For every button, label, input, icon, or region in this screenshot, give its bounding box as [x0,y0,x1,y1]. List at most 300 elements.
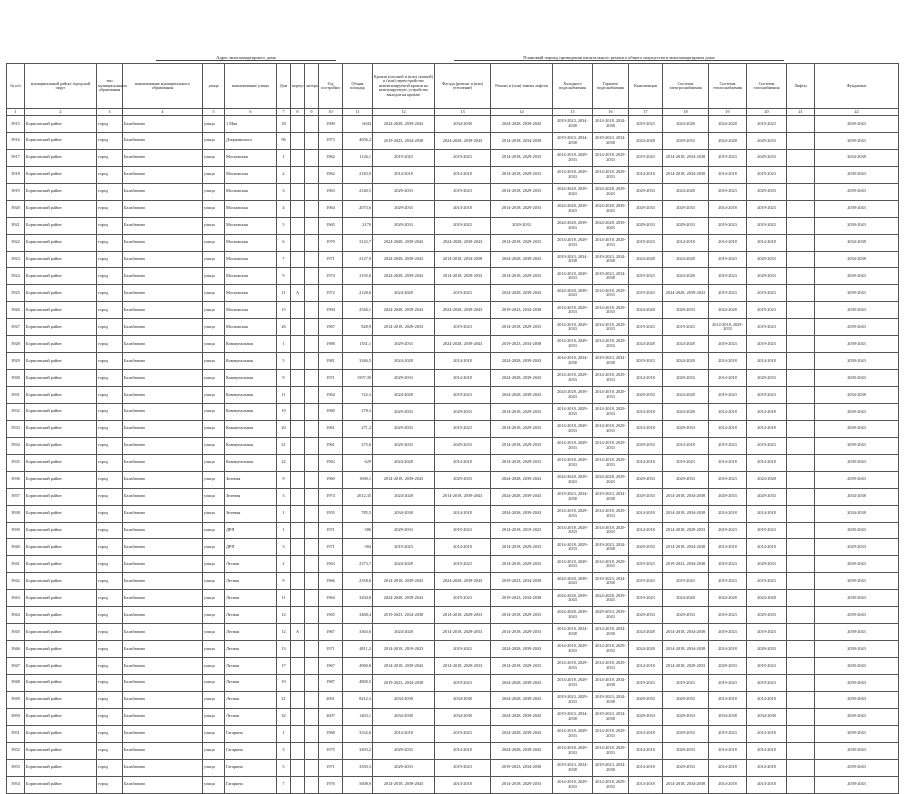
table-cell: 2019-2023, 2034-2038 [491,759,553,776]
table-cell: 1960 [319,471,343,488]
table-cell: 5 [277,759,291,776]
table-cell: 2014-2018, 2029-2033 [593,454,629,471]
table-cell: 2024-2028, 2039-2043 [593,200,629,217]
table-cell: 2034-2038 [815,251,899,268]
table-cell [787,607,815,624]
table-cell: Балабаново [123,166,203,183]
table-cell: улица [203,624,225,641]
table-row [7,488,899,505]
table-cell: 2014-2018, 2034-2038 [663,776,709,793]
table-cell [291,437,305,454]
table-cell: 2019-2023 [435,556,491,573]
table-cell: 2024-2028, 2039-2043 [435,132,491,149]
table-cell: 2029-2033 [747,183,787,200]
table-cell: 1962 [319,166,343,183]
table-row [7,708,899,725]
table-cell: 2039-2043 [815,268,899,285]
table-cell: 2039-2043 [815,573,899,590]
table-cell: 2024-2028 [747,590,787,607]
table-cell: 2014-2018, 2029-2033 [593,285,629,302]
table-cell: Балабаново [123,708,203,725]
table-cell: 2024-2028 [629,251,663,268]
table-cell: 5 [277,217,291,234]
table-cell: 2029-2033 [629,691,663,708]
table-cell: 2039-2043 [815,471,899,488]
table-cell: 2024-2028, 2039-2043 [553,573,593,590]
table-cell: 2039-2043 [815,420,899,437]
table-cell: 2024-2028, 2039-2043 [491,285,553,302]
table-cell: 2019-2023 [709,573,747,590]
table-cell: 2024-2028 [629,641,663,658]
table-cell: 2014-2018, 2029-2033 [553,268,593,285]
register-sheet [6,55,898,794]
table-cell [291,132,305,149]
table-row [7,590,899,607]
table-cell: 2024-2028 [663,116,709,133]
table-cell [305,285,319,302]
table-cell [291,387,305,404]
table-cell: 2024-2028 [663,403,709,420]
table-cell: 2029-2033 [663,200,709,217]
table-cell: 2029-2033 [747,251,787,268]
table-cell: город [97,776,123,793]
table-cell: Балабаново [123,200,203,217]
table-cell: 19 [277,674,291,691]
table-cell: Московская [225,217,277,234]
table-row [7,420,899,437]
table-cell [787,725,815,742]
table-cell: 2029-2033 [629,488,663,505]
table-cell: 2019-2023 [629,590,663,607]
table-cell: 2024-2028, 2039-2043 [435,234,491,251]
table-cell: 2014-2018 [629,166,663,183]
table-cell: 2024-2028, 2039-2043 [491,488,553,505]
table-cell: Московская [225,302,277,319]
table-cell: город [97,166,123,183]
table-cell: 2029-2033 [709,658,747,675]
table-cell: Зеленая [225,505,277,522]
table-cell: город [97,641,123,658]
table-cell: Борисовский район [25,268,97,285]
table-cell: 2014-2018, 2029-2033 [593,505,629,522]
table-cell: 2019-2023, 2034-2038 [593,539,629,556]
table-cell: 2034-2038 [435,691,491,708]
table-cell: 2014-2018, 2039-2043 [373,573,435,590]
table-cell: 2019-2023 [373,539,435,556]
table-cell: 3926 [7,302,25,319]
table-cell: улица [203,251,225,268]
table-cell: 2019-2023 [435,319,491,336]
table-cell [787,522,815,539]
table-cell: улица [203,742,225,759]
table-cell: Лесная [225,691,277,708]
table-cell: 2014-2018, 2029-2033 [553,336,593,353]
table-cell: улица [203,488,225,505]
table-row [7,437,899,454]
table-cell: 1971 [319,539,343,556]
column-header: Ремонт и (или) замена лифтов [491,64,553,109]
table-cell: 3363,6 [343,624,373,641]
table-cell: город [97,217,123,234]
table-cell: 2014-2018 [709,641,747,658]
table-cell: 2029-2033 [663,742,709,759]
table-cell: 2014-2018 [629,505,663,522]
table-cell: город [97,522,123,539]
table-cell: 2014-2018 [663,234,709,251]
table-cell: 1974 [319,488,343,505]
table-cell: Борисовский район [25,403,97,420]
table-cell: 2014-2018 [435,370,491,387]
table-cell [305,674,319,691]
table-cell: 2014-2018, 2029-2033 [491,183,553,200]
table-cell: 1967 [319,319,343,336]
table-cell: Московская [225,268,277,285]
table-cell: Московская [225,183,277,200]
table-cell: 2039-2043 [815,437,899,454]
table-cell: 4960,6 [343,658,373,675]
table-cell: 2039-2043 [815,607,899,624]
table-cell: 2014-2018 [709,691,747,708]
table-cell: Балабаново [123,556,203,573]
table-cell: Борисовский район [25,759,97,776]
table-cell: 2039-2043 [815,183,899,200]
table-cell: 2014-2018, 2029-2033 [593,437,629,454]
table-cell: 2024-2028, 2039-2043 [553,200,593,217]
table-cell: 2014-2018, 2029-2033 [709,319,747,336]
table-cell: 2039-2043 [815,776,899,793]
table-cell: город [97,590,123,607]
table-cell: 2039-2043 [815,658,899,675]
table-cell: Балабаново [123,624,203,641]
table-cell: 2029-2033 [435,471,491,488]
table-cell [305,387,319,404]
table-cell [291,658,305,675]
table-cell: 1955 [319,505,343,522]
table-cell: 2014-2018 [629,403,663,420]
table-cell: 2019-2023 [435,674,491,691]
column-header: Фасада (ремонт и (или) утепление) [435,64,491,109]
table-cell: город [97,285,123,302]
column-number: 21 [787,109,815,116]
table-cell: 2014-2018 [709,234,747,251]
table-cell: 1961 [319,437,343,454]
table-cell [787,556,815,573]
table-cell: 2019-2023, 2034-2038 [593,759,629,776]
table-cell: улица [203,556,225,573]
table-cell [291,641,305,658]
table-cell: 2014-2018, 2029-2033 [593,149,629,166]
table-cell [305,556,319,573]
table-cell: Балабаново [123,420,203,437]
table-row [7,573,899,590]
table-cell: 2024-2028, 2039-2043 [491,641,553,658]
table-cell: 2019-2023 [435,725,491,742]
table-cell: 2014-2018 [435,539,491,556]
table-cell: 11 [277,285,291,302]
table-cell: 1988 [319,336,343,353]
table-cell: 2014-2018, 2029-2033 [553,403,593,420]
column-header: Фундамент [815,64,899,109]
column-number: 16 [593,109,629,116]
table-cell: 2014-2018 [629,420,663,437]
table-cell [305,200,319,217]
table-cell: 2024-2028, 2039-2043 [553,387,593,404]
table-cell: 1126,1 [343,149,373,166]
table-cell: 2014-2018, 2029-2033 [491,539,553,556]
table-cell: 2019-2023 [435,759,491,776]
table-cell: 2014-2018, 2029-2033 [663,658,709,675]
table-cell: 1351,1 [343,336,373,353]
table-cell: Балабаново [123,370,203,387]
repair-period-group-heading: Плановый период проведения капитального ремонта общего имущества в многоквартирном доме [454,55,784,61]
table-cell: 2019-2023, 2034-2038 [593,488,629,505]
table-cell: Московская [225,285,277,302]
table-cell: 2024-2028 [709,116,747,133]
table-cell: 3949 [7,691,25,708]
table-row [7,454,899,471]
table-cell: 2014-2018, 2029-2033 [593,725,629,742]
table-cell: 2001 [319,691,343,708]
table-cell: 2014-2018, 2034-2038 [593,674,629,691]
table-cell [291,251,305,268]
table-cell: 2024-2028, 2039-2043 [553,607,593,624]
table-cell: Борисовский район [25,454,97,471]
table-cell: Лесная [225,624,277,641]
table-cell [787,624,815,641]
table-cell: Балабаново [123,387,203,404]
column-header: Системы теплоснабжения [709,64,747,109]
table-cell: 2019-2023 [709,387,747,404]
table-cell: 2073,6 [343,200,373,217]
table-cell: 2024-2028, 2039-2043 [491,387,553,404]
table-cell: 2039-2043 [815,403,899,420]
table-cell: город [97,183,123,200]
table-cell [787,353,815,370]
table-cell: 2019-2023, 2034-2038 [553,759,593,776]
table-cell [291,556,305,573]
table-cell: 3918 [7,166,25,183]
table-cell: город [97,268,123,285]
table-cell: 2014-2018 [709,759,747,776]
table-cell: 1967 [319,624,343,641]
table-cell: 2014-2018 [709,539,747,556]
table-cell: 2024-2028 [663,387,709,404]
table-cell: 2014-2018, 2029-2033 [553,658,593,675]
table-cell: 2014-2018, 2029-2033 [553,641,593,658]
table-cell: город [97,353,123,370]
table-cell: город [97,573,123,590]
column-header: Системы газоснабжения [747,64,787,109]
table-cell: 2024-2028, 2039-2043 [491,471,553,488]
table-cell: 2019-2023 [663,674,709,691]
table-cell: 1973 [319,132,343,149]
table-row [7,200,899,217]
table-cell: 2014-2018, 2029-2033 [593,370,629,387]
table-cell: город [97,437,123,454]
table-cell [291,336,305,353]
table-cell [291,471,305,488]
table-cell: 2014-2018, 2029-2033 [491,556,553,573]
column-header: Общая площадь [343,64,373,109]
column-header: муниципальный район/ городской округ [25,64,97,109]
table-cell [305,437,319,454]
table-cell: улица [203,285,225,302]
table-cell: улица [203,353,225,370]
table-cell: 3933 [7,420,25,437]
table-cell: Борисовский район [25,437,97,454]
table-cell: Балабаново [123,607,203,624]
table-cell: 2014-2018, 2029-2033 [553,776,593,793]
table-cell: 2014-2018, 2029-2033 [593,234,629,251]
table-cell: 3936 [7,471,25,488]
table-cell: 2024-2028, 2039-2043 [593,183,629,200]
table-cell: 2014-2018 [629,370,663,387]
table-row [7,370,899,387]
table-cell: 3946 [7,641,25,658]
table-cell: улица [203,149,225,166]
table-cell: 2039-2043 [815,759,899,776]
table-cell: Коммунальная [225,437,277,454]
table-cell: Лесная [225,556,277,573]
table-cell: 3942 [7,573,25,590]
table-cell: 1964 [319,387,343,404]
table-cell: 2024-2028, 2039-2043 [593,471,629,488]
column-header: литера [305,64,319,109]
table-cell: Коммунальная [225,370,277,387]
table-cell: Борисовский район [25,776,97,793]
table-row [7,251,899,268]
table-cell: улица [203,437,225,454]
table-cell: ДРП [225,522,277,539]
table-cell: 2024-2028, 2039-2043 [491,708,553,725]
table-cell: 2029-2033 [663,302,709,319]
table-cell [291,691,305,708]
table-cell: 2024-2028 [663,268,709,285]
table-cell: 2012,35 [343,488,373,505]
table-cell: 2019-2023 [709,471,747,488]
table-cell: Коммунальная [225,403,277,420]
table-cell [305,471,319,488]
table-cell [291,183,305,200]
table-cell: Московская [225,149,277,166]
table-cell: 2039-2043 [815,624,899,641]
table-cell: 586 [343,522,373,539]
table-cell: 1976 [319,776,343,793]
table-cell [305,454,319,471]
column-header: корпус [291,64,305,109]
table-cell: 3916 [7,132,25,149]
table-cell: ДРП [225,539,277,556]
table-cell: 7 [277,776,291,793]
table-cell: Борисовский район [25,590,97,607]
table-cell: Балабаново [123,454,203,471]
table-cell: Балабаново [123,471,203,488]
table-cell: 2019-2023 [435,641,491,658]
table-cell: 2014-2018 [747,776,787,793]
table-cell: 2039-2043 [815,641,899,658]
table-cell: 2024-2028, 2039-2043 [373,268,435,285]
table-cell: улица [203,268,225,285]
table-cell: 2019-2023 [747,166,787,183]
table-cell: Балабаново [123,268,203,285]
table-cell: 7 [277,251,291,268]
table-cell: Борисовский район [25,488,97,505]
table-cell: 2034-2038 [373,505,435,522]
table-cell: 2034-2038 [373,691,435,708]
table-cell: 2014-2018, 2029-2033 [553,370,593,387]
table-cell: 2019-2023 [709,268,747,285]
table-cell: 2019-2023, 2034-2038 [553,708,593,725]
table-cell: 2014-2018, 2029-2033 [553,674,593,691]
table-cell: 2019-2023, 2034-2038 [553,251,593,268]
table-cell: 2019-2023 [629,149,663,166]
table-cell: 2019-2023, 2034-2038 [593,573,629,590]
table-cell: 2127,9 [343,251,373,268]
table-cell: улица [203,590,225,607]
table-cell: улица [203,573,225,590]
table-cell: улица [203,759,225,776]
table-cell: 2014-2018 [709,403,747,420]
table-cell: 3929 [7,353,25,370]
table-cell: Гагарина [225,742,277,759]
table-cell: город [97,454,123,471]
table-cell: 2019-2023 [747,437,787,454]
table-cell: 2029-2033 [629,183,663,200]
table-cell [291,420,305,437]
table-cell: улица [203,132,225,149]
table-row [7,624,899,641]
table-cell: 2029-2033 [663,725,709,742]
table-cell: 2029-2033 [373,759,435,776]
table-cell: 2373,7 [343,556,373,573]
table-cell [787,590,815,607]
column-number: 19 [709,109,747,116]
table-cell [305,234,319,251]
table-cell: 2029-2033 [373,370,435,387]
table-cell: 2024-2028, 2039-2043 [553,471,593,488]
table-cell: Балабаново [123,149,203,166]
table-cell: Борисовский район [25,742,97,759]
table-cell: 2024-2028, 2039-2043 [553,285,593,302]
table-cell [787,251,815,268]
table-cell: 584 [343,539,373,556]
table-cell: улица [203,387,225,404]
table-cell: 2014-2018 [629,658,663,675]
table-cell: 9 [277,268,291,285]
column-header: Горячего водоснабжения [593,64,629,109]
table-cell: Борисовский район [25,251,97,268]
table-cell: 2019-2023, 2034-2038 [593,268,629,285]
table-cell: 2024-2028, 2039-2043 [491,691,553,708]
table-row [7,742,899,759]
table-cell: 2039-2043 [815,336,899,353]
table-cell: 2024-2028, 2039-2043 [373,590,435,607]
table-cell [787,149,815,166]
table-cell: 2014-2018 [709,454,747,471]
table-cell: 2014-2018, 2029-2033 [491,607,553,624]
table-body [7,116,899,794]
column-header: Год постройки [319,64,343,109]
table-cell [305,776,319,793]
table-row [7,387,899,404]
table-cell: 2019-2023 [663,573,709,590]
table-cell: 2014-2018, 2029-2033 [593,387,629,404]
table-cell: 2034-2038 [373,708,435,725]
table-cell: 2024-2028, 2039-2043 [491,116,553,133]
table-cell: Лесная [225,607,277,624]
table-cell: Московская [225,251,277,268]
table-cell: 2029-2033 [747,488,787,505]
